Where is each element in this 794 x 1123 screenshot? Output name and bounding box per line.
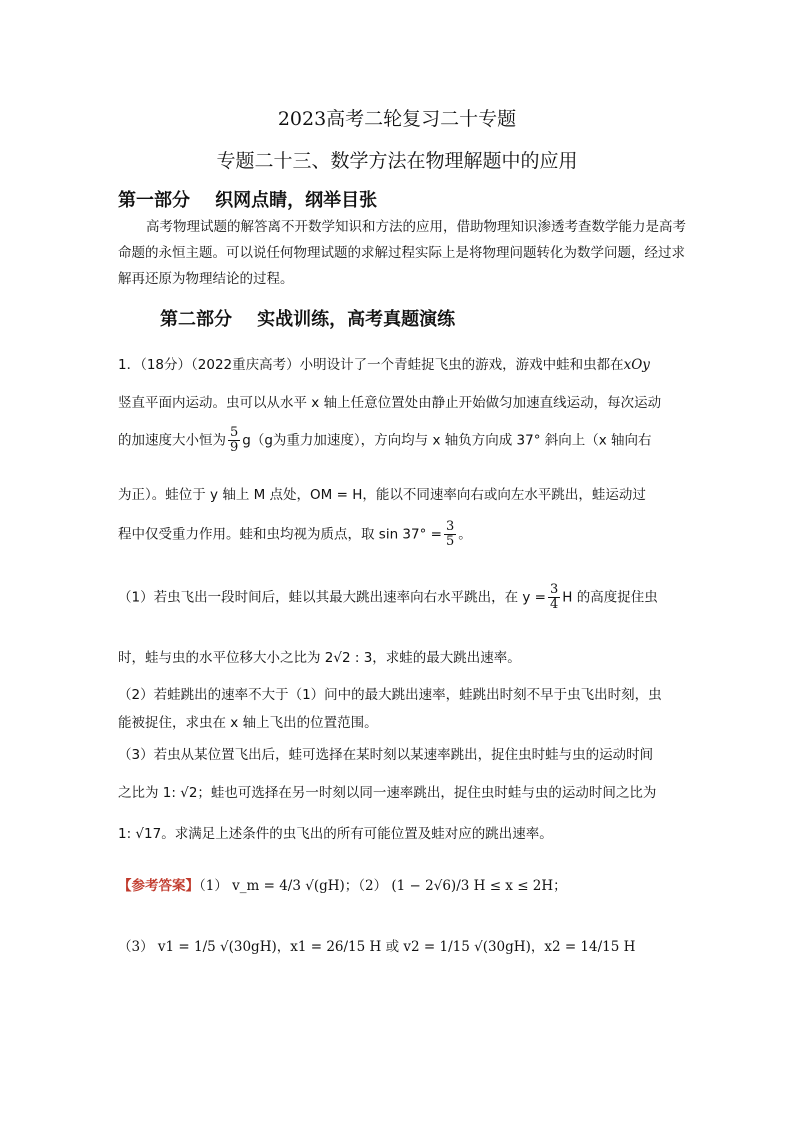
q1-line5b: 。 — [458, 526, 472, 543]
fraction-3-5 — [444, 520, 456, 549]
sub3-line2: 之比为 1: √2；蛙也可选择在另一时刻以同一速率跳出，捉住虫时蛙与虫的运动时间之比为 — [118, 785, 657, 801]
fraction-5-9 — [228, 426, 240, 455]
sub1-a: （1）若虫飞出一段时间后，蛙以其最大跳出速率向右水平跳出，在 y = — [118, 589, 546, 606]
answer-line1 — [118, 874, 567, 894]
q1-line3b: g（g为重力加速度），方向均与 x 轴负方向成 37° 斜向上（x 轴向右 — [242, 432, 652, 449]
sub1-line2: 时，蛙与虫的水平位移大小之比为 2√2 : 3，求蛙的最大跳出速率。 — [118, 650, 521, 666]
answer-line2 — [118, 935, 635, 955]
answer-part1: （1） v_m = 4/3 √(gH)；（2） (1 − 2√6)/3 H ≤ x ≤ 2H； — [199, 878, 567, 894]
frac-den: 9 — [230, 440, 239, 455]
frac-den: 5 — [445, 534, 455, 549]
answer-tag: 【参考答案】 — [118, 878, 199, 894]
q1-line3 — [118, 426, 652, 455]
answer-part3: （3） v1 = 1/5 √(30gH)，x1 = 26/15 H 或 v2 = 1/15 √(30gH)，x2 = 14/15 H — [118, 939, 636, 955]
q1-line2: 竖直平面内运动。虫可以从水平 x 轴上任意位置处由静止开始做匀加速直线运动，每次运动 — [118, 395, 662, 411]
q1-line3a: 的加速度大小恒为 — [118, 432, 226, 449]
q1-line4: 为正）。蛙位于 y 轴上 M 点处，OM = H，能以不同速率向右或向左水平跳出，蛙运动过 — [118, 487, 646, 503]
doc-subtitle: 专题二十三、数学方法在物理解题中的应用 — [216, 150, 578, 172]
frac-den: 4 — [549, 597, 559, 612]
q1-line5a: 程中仅受重力作用。蛙和虫均视为质点，取 sin 37° = — [118, 526, 442, 543]
q1-line5 — [118, 520, 472, 549]
q1-line1-text: 1．（18分）（2022重庆高考）小明设计了一个青蛙捉飞虫的游戏，游戏中蛙和虫都在 — [118, 357, 624, 373]
sub2-line2: 能被捉住，求虫在 x 轴上飞出的位置范围。 — [118, 715, 378, 731]
sub3-line3: 1: √17。求满足上述条件的虫飞出的所有可能位置及蛙对应的跳出速率。 — [118, 826, 553, 842]
frac-num: 3 — [445, 519, 455, 534]
sub1-b: H 的高度捉住虫 — [562, 589, 658, 606]
sub1-line1 — [118, 583, 658, 612]
fraction-3-4 — [548, 583, 560, 612]
intro-paragraph: 高考物理试题的解答离不开数学知识和方法的应用，借助物理知识渗透考查数学能力是高考命题的永恒主题。可以说任何物理试题的求解过程实际上是将物理问题转化为数学问题，经过求解再还原为物理结论的过程。 — [118, 219, 686, 287]
doc-title: 2023高考二轮复习二十专题 — [277, 108, 517, 130]
sub3-line1: （3）若虫从某位置飞出后，蛙可选择在某时刻以某速率跳出，捉住虫时蛙与虫的运动时间 — [118, 747, 654, 763]
frac-num: 5 — [230, 425, 239, 440]
sub2-line1: （2）若蛙跳出的速率不大于（1）问中的最大跳出速率，蛙跳出时刻不早于虫飞出时刻，虫 — [118, 687, 662, 703]
xoy-symbol: xOy — [623, 357, 650, 373]
part2-heading: 第二部分 实战训练，高考真题演练 — [160, 309, 456, 330]
part1-heading: 第一部分 织网点睛，纲举目张 — [118, 190, 378, 211]
q1-line1 — [118, 353, 650, 373]
frac-num: 3 — [549, 582, 559, 597]
